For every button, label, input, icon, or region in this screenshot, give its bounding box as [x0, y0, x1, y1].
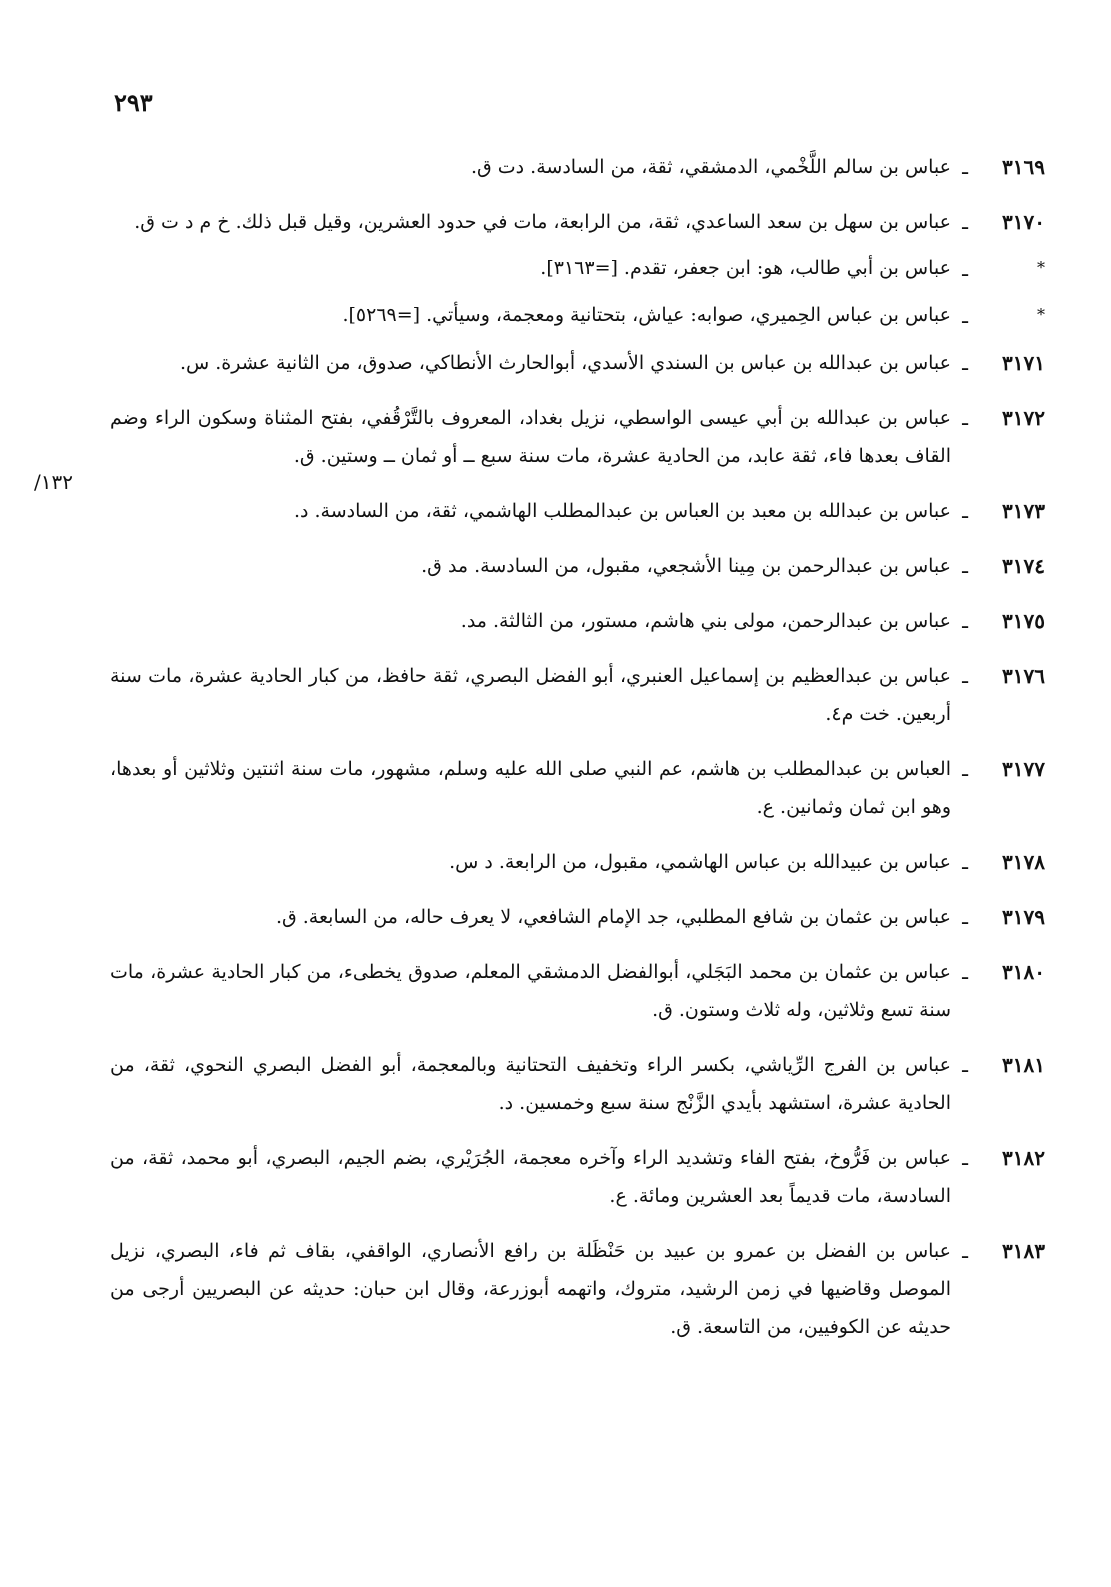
entry-dash: ـ	[962, 155, 968, 179]
entry-number: ٣١٧٤	[1002, 554, 1045, 578]
entry-number: ٣١٧٦	[1002, 664, 1045, 688]
entry-number: ٣١٨٢	[1002, 1146, 1045, 1170]
entry-number: ٣١٧٠	[1002, 210, 1045, 234]
entry-text: عباس بن عبدالرحمن بن مِينا الأشجعي، مقبول، من السادسة. مد ق.	[421, 555, 951, 577]
entry-number: ٣١٨٣	[1002, 1239, 1045, 1263]
entry-text: عباس بن عثمان بن محمد البَجَلي، أبوالفضل الدمشقي المعلم، صدوق يخطىء، من كبار الحادية عشرة، مات سنة تسع وثلاثين، وله ثلاث وستون. ق.	[110, 961, 951, 1021]
entry-number: ٣١٧٣	[1002, 499, 1045, 523]
entry-dash: ـ	[962, 210, 968, 234]
entry-number: ٣١٦٩	[1002, 155, 1045, 179]
entry-text: عباس بن عبدالله بن معبد بن العباس بن عبدالمطلب الهاشمي، ثقة، من السادسة. د.	[293, 500, 951, 522]
entry-3182	[110, 1139, 1045, 1215]
page-number: ٢٩٣	[114, 88, 153, 117]
entry-dash: ـ	[962, 1239, 968, 1263]
entry-text: عباس بن عبدالرحمن، مولى بني هاشم، مستور، من الثالثة. مد.	[460, 610, 951, 632]
entry-dash: ـ	[962, 850, 968, 874]
entry-dash: ـ	[962, 609, 968, 633]
entries-list	[110, 148, 1045, 1363]
entry-text: عباس بن سهل بن سعد الساعدي، ثقة، من الرابعة، مات في حدود العشرين، وقيل قبل ذلك. خ م د ت ق.	[134, 211, 951, 233]
entry-text: عباس بن سالم اللَّخْمي، الدمشقي، ثقة، من السادسة. دت ق.	[470, 156, 951, 178]
entry-number: ٣١٧٨	[1002, 850, 1045, 874]
entry-number: ٣١٧١	[1002, 351, 1045, 375]
star-marker: *	[1037, 305, 1045, 324]
entry-3172	[110, 399, 1045, 475]
entry-text: عباس بن الفرج الرِّياشي، بكسر الراء وتخفيف التحتانية وبالمعجمة، أبو الفضل البصري النحوي، ثقة، من الحادية عشرة، استشهد بأيدي الزَّنْج سنة سبع وخمسين. د.	[110, 1054, 951, 1114]
entry-text: عباس بن أبي طالب، هو: ابن جعفر، تقدم. [=٣١٦٣].	[540, 257, 951, 279]
entry-3177	[110, 750, 1045, 826]
entry-dash: ـ	[962, 1053, 968, 1077]
entry-3183	[110, 1232, 1045, 1346]
entry-3170	[110, 203, 1045, 241]
entry-3176	[110, 657, 1045, 733]
entry-3171	[110, 344, 1045, 382]
entry-3175	[110, 602, 1045, 640]
entry-star-himyari	[110, 297, 1045, 335]
entry-dash: ـ	[962, 664, 968, 688]
entry-3173	[110, 492, 1045, 530]
entry-star-abi-talib	[110, 250, 1045, 288]
entry-dash: ـ	[962, 905, 968, 929]
entry-number: ٣١٧٢	[1002, 406, 1045, 430]
entry-text: عباس بن عثمان بن شافع المطلبي، جد الإمام الشافعي، لا يعرف حاله، من السابعة. ق.	[275, 906, 951, 928]
entry-3174	[110, 547, 1045, 585]
entry-text: عباس بن عبدالله بن عباس بن السندي الأسدي، أبوالحارث الأنطاكي، صدوق، من الثانية عشرة. س.	[179, 352, 951, 374]
entry-dash: ـ	[962, 554, 968, 578]
star-marker: *	[1037, 258, 1045, 277]
entry-dash: ـ	[962, 499, 968, 523]
entry-dash: ـ	[962, 1146, 968, 1170]
entry-number: ٣١٧٩	[1002, 905, 1045, 929]
entry-text: عباس بن عبدالعظيم بن إسماعيل العنبري، أبو الفضل البصري، ثقة حافظ، من كبار الحادية عشرة، مات سنة أربعين. خت م٤.	[110, 665, 951, 725]
entry-dash: ـ	[962, 960, 968, 984]
entry-dash: ـ	[962, 257, 968, 281]
entry-dash: ـ	[962, 757, 968, 781]
entry-3180	[110, 953, 1045, 1029]
entry-dash: ـ	[962, 406, 968, 430]
entry-number: ٣١٧٧	[1002, 757, 1045, 781]
entry-3169	[110, 148, 1045, 186]
entry-text: عباس بن عبدالله بن أبي عيسى الواسطي، نزيل بغداد، المعروف بالتَّرْقُفي، بفتح المثناة وسكون الراء وضم القاف بعدها فاء، ثقة عابد، من الحادية عشرة، مات سنة سبع ــ أو ثمان ــ وستين. ق.	[110, 407, 951, 467]
entry-text: عباس بن عباس الحِميري، صوابه: عياش، بتحتانية ومعجمة، وسيأتي. [=٥٢٦٩].	[342, 304, 951, 326]
entry-number: ٣١٨٠	[1002, 960, 1045, 984]
entry-text: عباس بن عبيدالله بن عباس الهاشمي، مقبول، من الرابعة. د س.	[449, 851, 951, 873]
entry-3178	[110, 843, 1045, 881]
entry-text: عباس بن الفضل بن عمرو بن عبيد بن حَنْظَلة بن رافع الأنصاري، الواقفي، بقاف ثم فاء، البصري، نزيل الموصل وقاضيها في زمن الرشيد، متروك، واتهمه أبوزرعة، وقال ابن حبان: حديثه عن البصريين أرجى من حديثه عن الكوفيين، من التاسعة. ق.	[110, 1240, 951, 1338]
entry-dash: ـ	[962, 304, 968, 328]
entry-3181	[110, 1046, 1045, 1122]
entry-number: ٣١٧٥	[1002, 609, 1045, 633]
margin-volume-note: /١٣٢	[34, 470, 73, 494]
entry-dash: ـ	[962, 351, 968, 375]
entry-number: ٣١٨١	[1002, 1053, 1045, 1077]
entry-3179	[110, 898, 1045, 936]
entry-text: العباس بن عبدالمطلب بن هاشم، عم النبي صلى الله عليه وسلم، مشهور، مات سنة اثنتين وثلاثين أو بعدها، وهو ابن ثمان وثمانين. ع.	[110, 758, 951, 818]
entry-text: عباس بن فَرُّوخ، بفتح الفاء وتشديد الراء وآخره معجمة، الجُرَيْري، بضم الجيم، البصري، أبو محمد، ثقة، من السادسة، مات قديماً بعد العشرين ومائة. ع.	[110, 1147, 951, 1207]
